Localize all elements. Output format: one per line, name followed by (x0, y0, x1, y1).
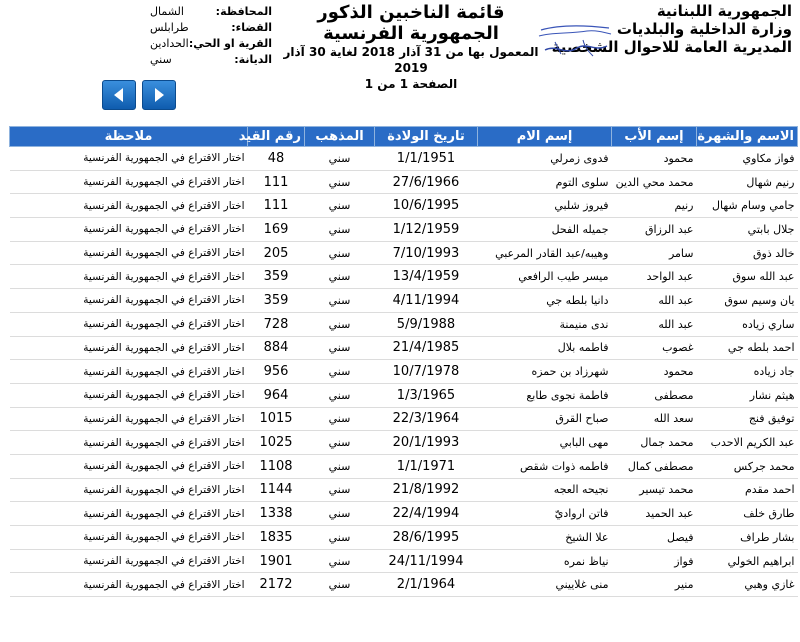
table-row (10, 502, 798, 526)
location-label: القضاء: (231, 21, 272, 34)
birth-date: 4/11/1994 (375, 289, 478, 313)
table-row (10, 526, 798, 550)
table-row (10, 312, 798, 336)
note: اختار الاقتراع في الجمهورية الفرنسية (10, 549, 248, 573)
father-name: رنيم (612, 194, 697, 218)
sect: سني (305, 502, 375, 526)
birth-date: 21/4/1985 (375, 336, 478, 360)
location-row (150, 52, 272, 68)
table-row (10, 336, 798, 360)
father-name: عبد الرزاق (612, 218, 697, 242)
registry-number: 1015 (248, 407, 305, 431)
next-page-button[interactable] (142, 80, 176, 110)
sect: سني (305, 147, 375, 171)
registry-number: 111 (248, 194, 305, 218)
mother-name: نجيحه العجه (478, 478, 612, 502)
table-row (10, 454, 798, 478)
registry-number: 1144 (248, 478, 305, 502)
signature-stamp-icon (535, 22, 615, 62)
voter-name: عبد الكريم الاحدب (697, 431, 798, 455)
ministry-name: وزارة الداخلية والبلديات (616, 20, 792, 38)
registry-number: 1338 (248, 502, 305, 526)
column-header-father: إسم الأب (612, 127, 697, 147)
father-name: محمد محي الدين (612, 170, 697, 194)
registry-number: 169 (248, 218, 305, 242)
table-row (10, 170, 798, 194)
table-row (10, 241, 798, 265)
page-info: الصفحة 1 من 1 (364, 77, 458, 91)
registry-number: 359 (248, 289, 305, 313)
voter-name: يان وسيم سوق (697, 289, 798, 313)
father-name: محمد تيسير (612, 478, 697, 502)
birth-date: 13/4/1959 (375, 265, 478, 289)
table-body (10, 147, 798, 597)
birth-date: 10/7/1978 (375, 360, 478, 384)
location-label: الديانة: (234, 53, 272, 66)
father-name: محمد جمال (612, 431, 697, 455)
mother-name: فاطمة نجوى طابع (478, 383, 612, 407)
mother-name: مهى البابي (478, 431, 612, 455)
table-header-row (10, 127, 798, 147)
birth-date: 2/1/1964 (375, 573, 478, 597)
location-value: الشمال (150, 5, 184, 18)
republic-name: الجمهورية اللبنانية (656, 2, 792, 20)
note: اختار الاقتراع في الجمهورية الفرنسية (10, 478, 248, 502)
registry-number: 728 (248, 312, 305, 336)
table-row (10, 360, 798, 384)
mother-name: سلوى التوم (478, 170, 612, 194)
sect: سني (305, 360, 375, 384)
note: اختار الاقتراع في الجمهورية الفرنسية (10, 336, 248, 360)
sect: سني (305, 218, 375, 242)
column-header-name: الاسم والشهرة (697, 127, 798, 147)
sect: سني (305, 383, 375, 407)
validity-text: المعمول بها من 31 آذار 2018 لغاية 30 آذار (283, 45, 539, 59)
sect: سني (305, 549, 375, 573)
mother-name: منى غلاييني (478, 573, 612, 597)
table-row (10, 549, 798, 573)
mother-name: جميله الفحل (478, 218, 612, 242)
voter-name: جاد زياده (697, 360, 798, 384)
mother-name: ندى منيمنة (478, 312, 612, 336)
table-row (10, 194, 798, 218)
father-name: سعد الله (612, 407, 697, 431)
column-header-note: ملاحظة (10, 127, 248, 147)
table-row (10, 218, 798, 242)
table-row (10, 431, 798, 455)
mother-name: فيروز شلبي (478, 194, 612, 218)
registry-number: 1108 (248, 454, 305, 478)
voter-name: طارق خلف (697, 502, 798, 526)
note: اختار الاقتراع في الجمهورية الفرنسية (10, 454, 248, 478)
voter-name: محمد جركس (697, 454, 798, 478)
note: اختار الاقتراع في الجمهورية الفرنسية (10, 241, 248, 265)
note: اختار الاقتراع في الجمهورية الفرنسية (10, 218, 248, 242)
voter-name: غازي وهبي (697, 573, 798, 597)
location-value: طرابلس (150, 21, 189, 34)
birth-date: 22/4/1994 (375, 502, 478, 526)
prev-page-button[interactable] (102, 80, 136, 110)
sect: سني (305, 407, 375, 431)
mother-name: دانيا بلطه جي (478, 289, 612, 313)
table-row (10, 478, 798, 502)
column-header-mother: إسم الام (478, 127, 612, 147)
birth-date: 1/1/1951 (375, 147, 478, 171)
father-name: عبد الواحد (612, 265, 697, 289)
voter-name: بشار طراف (697, 526, 798, 550)
mother-name: وهيبه/عبد القادر المرعبي (478, 241, 612, 265)
registry-number: 964 (248, 383, 305, 407)
list-title: قائمة الناخبين الذكور (317, 2, 505, 23)
mother-name: علا الشيخ (478, 526, 612, 550)
note: اختار الاقتراع في الجمهورية الفرنسية (10, 360, 248, 384)
table-row (10, 265, 798, 289)
note: اختار الاقتراع في الجمهورية الفرنسية (10, 312, 248, 336)
birth-date: 10/6/1995 (375, 194, 478, 218)
sect: سني (305, 312, 375, 336)
column-header-sect: المذهب (305, 127, 375, 147)
father-name: عبد الله (612, 289, 697, 313)
birth-date: 22/3/1964 (375, 407, 478, 431)
registry-number: 359 (248, 265, 305, 289)
father-name: غصوب (612, 336, 697, 360)
location-value: الحدادين (150, 37, 189, 50)
voter-name: توفيق فنج (697, 407, 798, 431)
location-label: القرية او الحي: (188, 37, 272, 50)
sect: سني (305, 454, 375, 478)
birth-date: 28/6/1995 (375, 526, 478, 550)
father-name: منير (612, 573, 697, 597)
list-title-block (280, 2, 542, 92)
sect: سني (305, 170, 375, 194)
country-title: الجمهورية الفرنسية (323, 23, 499, 44)
note: اختار الاقتراع في الجمهورية الفرنسية (10, 407, 248, 431)
sect: سني (305, 336, 375, 360)
mother-name: فاطمه ذوات شقص (478, 454, 612, 478)
note: اختار الاقتراع في الجمهورية الفرنسية (10, 194, 248, 218)
sect: سني (305, 431, 375, 455)
voter-name: ساري زياده (697, 312, 798, 336)
note: اختار الاقتراع في الجمهورية الفرنسية (10, 265, 248, 289)
voters-table (9, 126, 798, 597)
table-row (10, 407, 798, 431)
registry-number: 2172 (248, 573, 305, 597)
birth-date: 20/1/1993 (375, 431, 478, 455)
column-header-registry: رقم القيد (248, 127, 305, 147)
voter-name: فواز مكاوي (697, 147, 798, 171)
registry-number: 956 (248, 360, 305, 384)
birth-date: 24/11/1994 (375, 549, 478, 573)
directorate-name: المديرية العامة للاحوال الشخصية (551, 38, 792, 56)
note: اختار الاقتراع في الجمهورية الفرنسية (10, 431, 248, 455)
note: اختار الاقتراع في الجمهورية الفرنسية (10, 170, 248, 194)
voter-name: جامي وسام شهال (697, 194, 798, 218)
birth-date: 1/12/1959 (375, 218, 478, 242)
sect: سني (305, 478, 375, 502)
sect: سني (305, 241, 375, 265)
registry-number: 48 (248, 147, 305, 171)
father-name: عبد الحميد (612, 502, 697, 526)
chevron-right-icon (152, 87, 166, 103)
note: اختار الاقتراع في الجمهورية الفرنسية (10, 289, 248, 313)
father-name: سامر (612, 241, 697, 265)
table-row (10, 573, 798, 597)
mother-name: شهرزاد بن حمزه (478, 360, 612, 384)
sect: سني (305, 289, 375, 313)
sect: سني (305, 526, 375, 550)
registry-number: 1025 (248, 431, 305, 455)
father-name: محمود (612, 147, 697, 171)
voter-name: هيثم نشار (697, 383, 798, 407)
registry-number: 1835 (248, 526, 305, 550)
birth-date: 1/1/1971 (375, 454, 478, 478)
father-name: فواز (612, 549, 697, 573)
mother-name: نياظ نمره (478, 549, 612, 573)
registry-number: 1901 (248, 549, 305, 573)
location-value: سني (150, 53, 172, 66)
sect: سني (305, 573, 375, 597)
mother-name: فاتن ارواديّ (478, 502, 612, 526)
registry-number: 111 (248, 170, 305, 194)
father-name: محمود (612, 360, 697, 384)
location-row (150, 4, 272, 20)
mother-name: ميسر طيب الرافعي (478, 265, 612, 289)
registry-number: 205 (248, 241, 305, 265)
sect: سني (305, 194, 375, 218)
sect: سني (305, 265, 375, 289)
chevron-left-icon (112, 87, 126, 103)
validity-year: 2019 (394, 61, 428, 75)
column-header-birthdate: تاريخ الولادة (375, 127, 478, 147)
location-row (150, 20, 272, 36)
table-row (10, 383, 798, 407)
note: اختار الاقتراع في الجمهورية الفرنسية (10, 147, 248, 171)
birth-date: 21/8/1992 (375, 478, 478, 502)
voter-name: جلال بابتي (697, 218, 798, 242)
father-name: عبد الله (612, 312, 697, 336)
father-name: مصطفى كمال (612, 454, 697, 478)
voter-name: احمد بلطه جي (697, 336, 798, 360)
voter-name: احمد مقدم (697, 478, 798, 502)
note: اختار الاقتراع في الجمهورية الفرنسية (10, 502, 248, 526)
table-row (10, 289, 798, 313)
note: اختار الاقتراع في الجمهورية الفرنسية (10, 526, 248, 550)
voter-name: رنيم شهال (697, 170, 798, 194)
mother-name: فدوى زمرلي (478, 147, 612, 171)
father-name: فيصل (612, 526, 697, 550)
birth-date: 5/9/1988 (375, 312, 478, 336)
voter-name: خالد ذوق (697, 241, 798, 265)
birth-date: 7/10/1993 (375, 241, 478, 265)
birth-date: 1/3/1965 (375, 383, 478, 407)
birth-date: 27/6/1966 (375, 170, 478, 194)
mother-name: صباح القرق (478, 407, 612, 431)
location-label: المحافظة: (215, 5, 272, 18)
voter-name: عبد الله سوق (697, 265, 798, 289)
note: اختار الاقتراع في الجمهورية الفرنسية (10, 383, 248, 407)
note: اختار الاقتراع في الجمهورية الفرنسية (10, 573, 248, 597)
registry-number: 884 (248, 336, 305, 360)
table-row (10, 147, 798, 171)
voter-name: ابراهيم الخولي (697, 549, 798, 573)
location-row (150, 36, 272, 52)
mother-name: فاطمه بلال (478, 336, 612, 360)
father-name: مصطفى (612, 383, 697, 407)
location-info (150, 4, 272, 68)
